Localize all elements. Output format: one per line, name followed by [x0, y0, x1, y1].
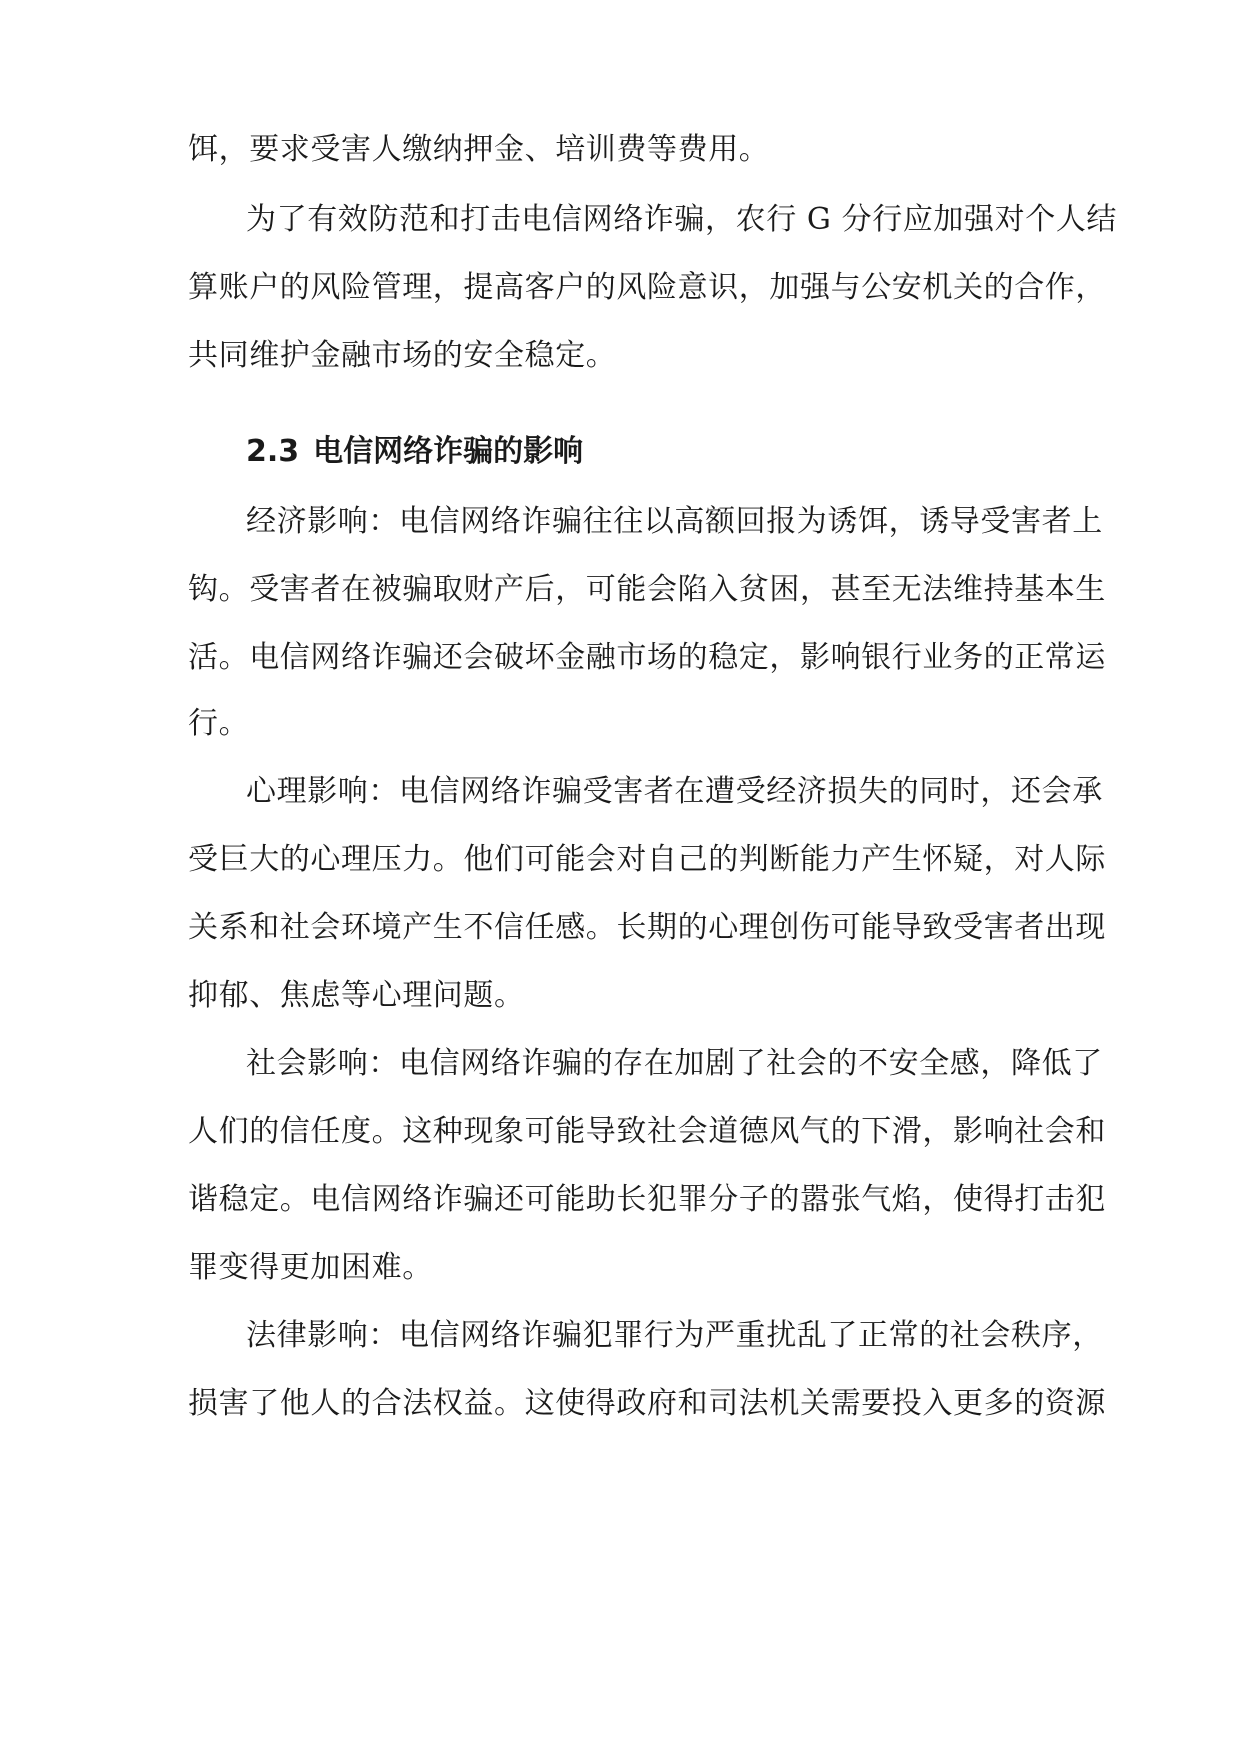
- paragraph-line: 社会影响：电信网络诈骗的存在加剧了社会的不安全感，降低了: [246, 1046, 1103, 1081]
- paragraph-line: 经济影响：电信网络诈骗往往以高额回报为诱饵，诱导受害者上: [246, 504, 1103, 539]
- paragraph-line: 饵，要求受害人缴纳押金、培训费等费用。: [188, 132, 770, 167]
- paragraph-line: 抑郁、焦虑等心理问题。: [188, 978, 525, 1013]
- paragraph-line: 谐稳定。电信网络诈骗还可能助长犯罪分子的嚣张气焰，使得打击犯: [188, 1182, 1106, 1217]
- paragraph-line: 人们的信任度。这种现象可能导致社会道德风气的下滑，影响社会和: [188, 1114, 1106, 1149]
- paragraph-line: 损害了他人的合法权益。这使得政府和司法机关需要投入更多的资源: [188, 1386, 1106, 1421]
- paragraph-line: 受巨大的心理压力。他们可能会对自己的判断能力产生怀疑，对人际: [188, 842, 1106, 877]
- section-heading: [246, 432, 583, 472]
- paragraph-line: 行。: [188, 706, 250, 741]
- section-number: 2.3: [246, 434, 300, 469]
- paragraph-line: 关系和社会环境产生不信任感。长期的心理创伤可能导致受害者出现: [188, 910, 1106, 945]
- paragraph-line: 活。电信网络诈骗还会破坏金融市场的稳定，影响银行业务的正常运: [188, 640, 1106, 675]
- paragraph-line: 共同维护金融市场的安全稳定。: [188, 338, 617, 373]
- paragraph-line: 心理影响：电信网络诈骗受害者在遭受经济损失的同时，还会承: [246, 774, 1103, 809]
- paragraph-line: 法律影响：电信网络诈骗犯罪行为严重扰乱了正常的社会秩序，: [246, 1318, 1103, 1353]
- paragraph-line: 算账户的风险管理，提高客户的风险意识，加强与公安机关的合作，: [188, 270, 1106, 305]
- paragraph-line: 钩。受害者在被骗取财产后，可能会陷入贫困，甚至无法维持基本生: [188, 572, 1106, 607]
- section-title: 电信网络诈骗的影响: [313, 434, 584, 469]
- paragraph-line: 罪变得更加困难。: [188, 1250, 433, 1285]
- paragraph-line: 为了有效防范和打击电信网络诈骗，农行 G 分行应加强对个人结: [246, 202, 1118, 237]
